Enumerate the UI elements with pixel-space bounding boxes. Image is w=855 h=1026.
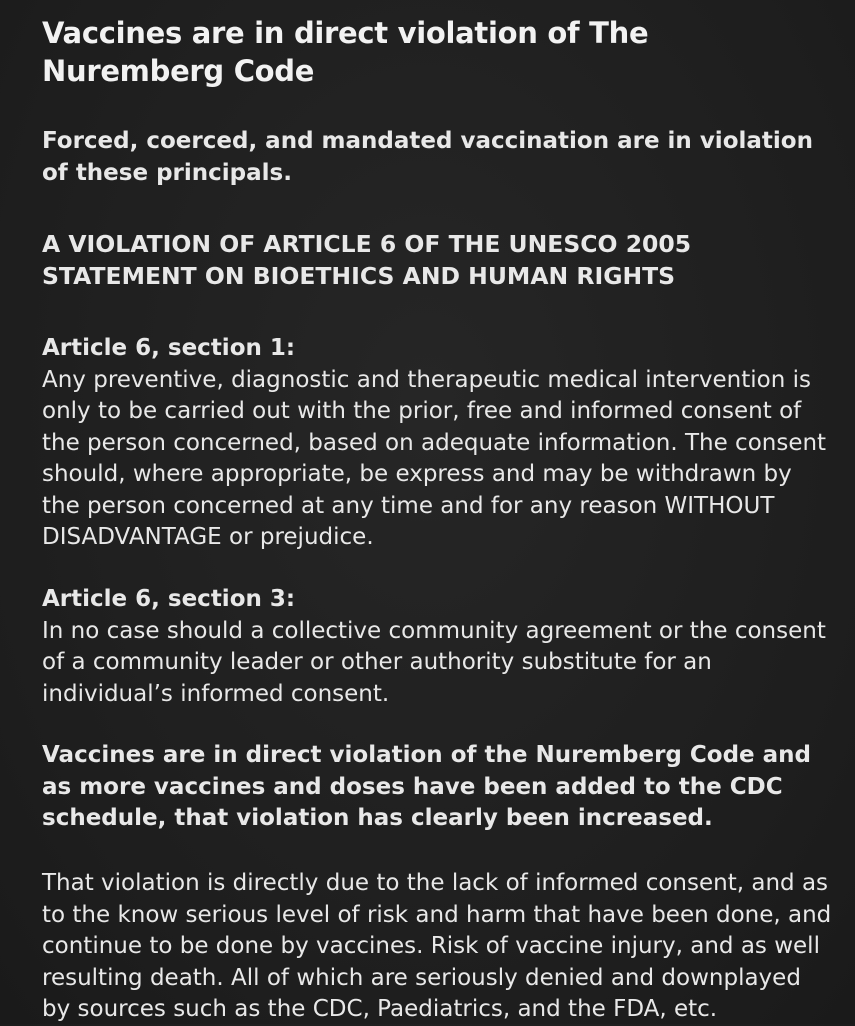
unesco-heading: A VIOLATION OF ARTICLE 6 OF THE UNESCO 2005 STATEMENT ON BIOETHICS AND HUMAN RIGHTS <box>42 230 692 290</box>
closing-paragraph: That violation is directly due to the lack of informed consent, and as to the know serious level of risk and harm that have been done, and continue to be done by vaccines. Risk of vaccine injury, and as well resulting death. All of which are seriously denied and downplayed by sources such as the CDC, Paediatrics, and the FDA, etc. <box>42 870 832 1022</box>
section-3-body: In no case should a collective community agreement or the consent of a community leader or other authority substitute for an individual’s informed consent. <box>42 617 826 707</box>
article-6-section-3 <box>42 584 832 710</box>
document-title: Vaccines are in direct violation of The Nuremberg Code <box>42 16 649 88</box>
subtitle-statement: Forced, coerced, and mandated vaccination are in violation of these principals. <box>42 128 813 186</box>
conclusion-statement: Vaccines are in direct violation of the Nuremberg Code and as more vaccines and doses have been added to the CDC schedule, that violation has clearly been increased. <box>42 742 811 831</box>
section-1-heading: Article 6, section 1: <box>42 335 296 361</box>
article-6-section-1 <box>42 333 832 554</box>
section-3-heading: Article 6, section 3: <box>42 586 296 612</box>
section-1-body: Any preventive, diagnostic and therapeutic medical intervention is only to be carried out with the prior, free and informed consent of the person concerned, based on adequate information. The consent should, where appropriate, be express and may be withdrawn by the person concerned at any time and for any reason WITHOUT DISADVANTAGE or prejudice. <box>42 366 827 550</box>
